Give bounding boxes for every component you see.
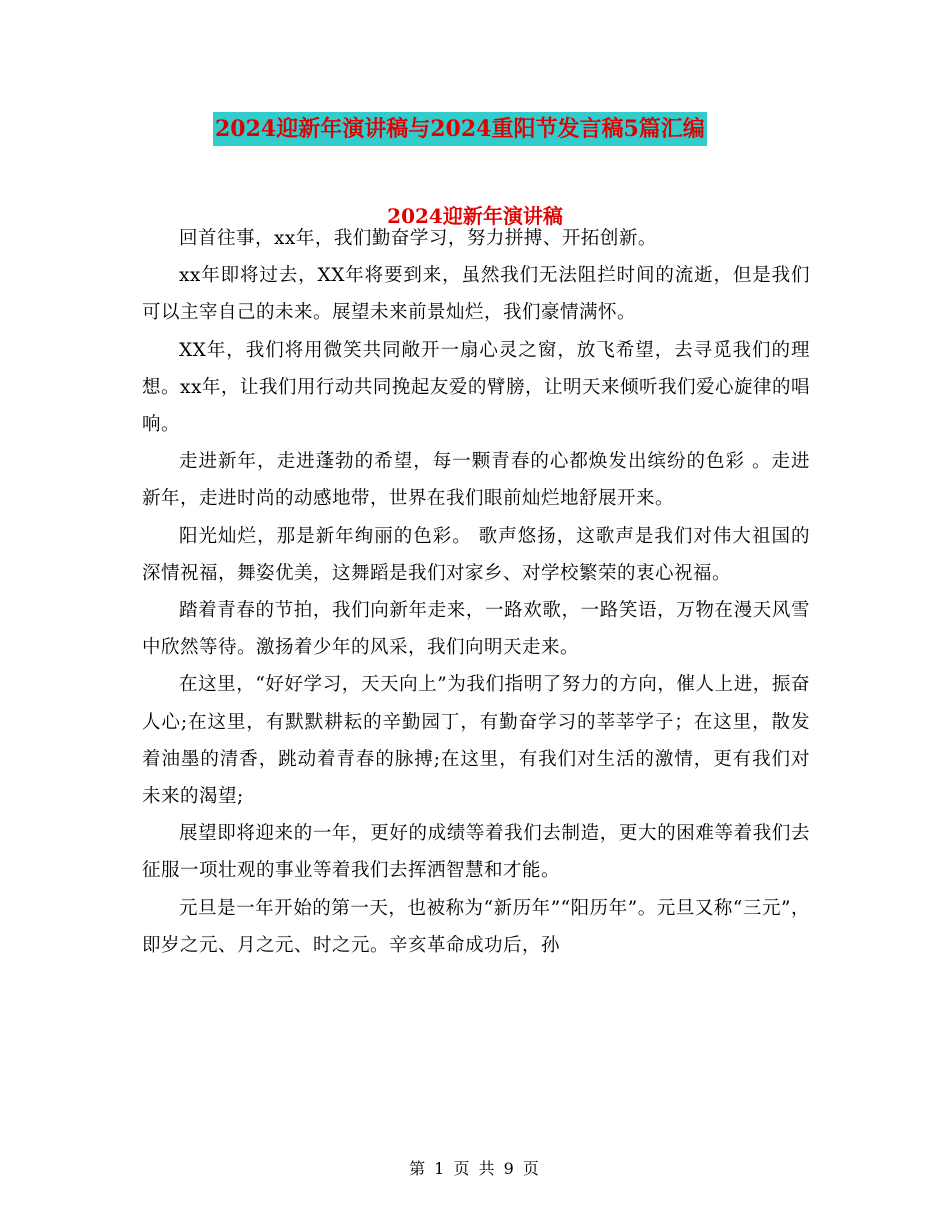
- paragraph: xx年即将过去，XX年将要到来，虽然我们无法阻拦时间的流逝，但是我们可以主宰自己的未来。展望未来前景灿烂，我们豪情满怀。: [142, 265, 810, 324]
- paragraph: 走进新年，走进蓬勃的希望，每一颗青春的心都焕发出缤纷的色彩 。走进新年，走进时尚的动感地带，世界在我们眼前灿烂地舒展开来。: [142, 451, 810, 510]
- paragraph: XX年，我们将用微笑共同敞开一扇心灵之窗，放飞希望，去寻觅我们的理想。xx年，让我们用行动共同挽起友爱的臂膀，让明天来倾听我们爱心旋律的唱响。: [142, 339, 810, 436]
- document-title: 2024迎新年演讲稿与2024重阳节发言稿5篇汇编: [213, 112, 707, 146]
- document-body: [142, 220, 810, 964]
- paragraph: 回首往事，xx年，我们勤奋学习，努力拼搏、开拓创新。: [179, 228, 657, 249]
- paragraph: 展望即将迎来的一年，更好的成绩等着我们去制造，更大的困难等着我们去征服一项壮观的事业等着我们去挥洒智慧和才能。: [142, 823, 810, 882]
- section-title: 2024迎新年演讲稿: [387, 204, 563, 228]
- paragraph: 阳光灿烂，那是新年绚丽的色彩。 歌声悠扬，这歌声是我们对伟大祖国的深情祝福，舞姿优美，这舞蹈是我们对家乡、对学校繁荣的衷心祝福。: [142, 525, 810, 584]
- paragraph: 踏着青春的节拍，我们向新年走来，一路欢歌，一路笑语，万物在漫天风雪中欣然等待。激扬着少年的风采，我们向明天走来。: [142, 600, 810, 659]
- paragraph: 在这里，“好好学习，天天向上”为我们指明了努力的方向，催人上进，振奋人心;在这里，有默默耕耘的辛勤园丁，有勤奋学习的莘莘学子；在这里，散发着油墨的清香，跳动着青春的脉搏;在这里，有我们对生活的激情，更有我们对未来的渴望;: [142, 674, 810, 808]
- paragraph: 元旦是一年开始的第一天，也被称为“新历年”“阳历年”。元旦又称“三元”，即岁之元、月之元、时之元。辛亥革命成功后，孙: [142, 897, 810, 956]
- page-footer: 第 1 页 共 9 页: [409, 1159, 541, 1178]
